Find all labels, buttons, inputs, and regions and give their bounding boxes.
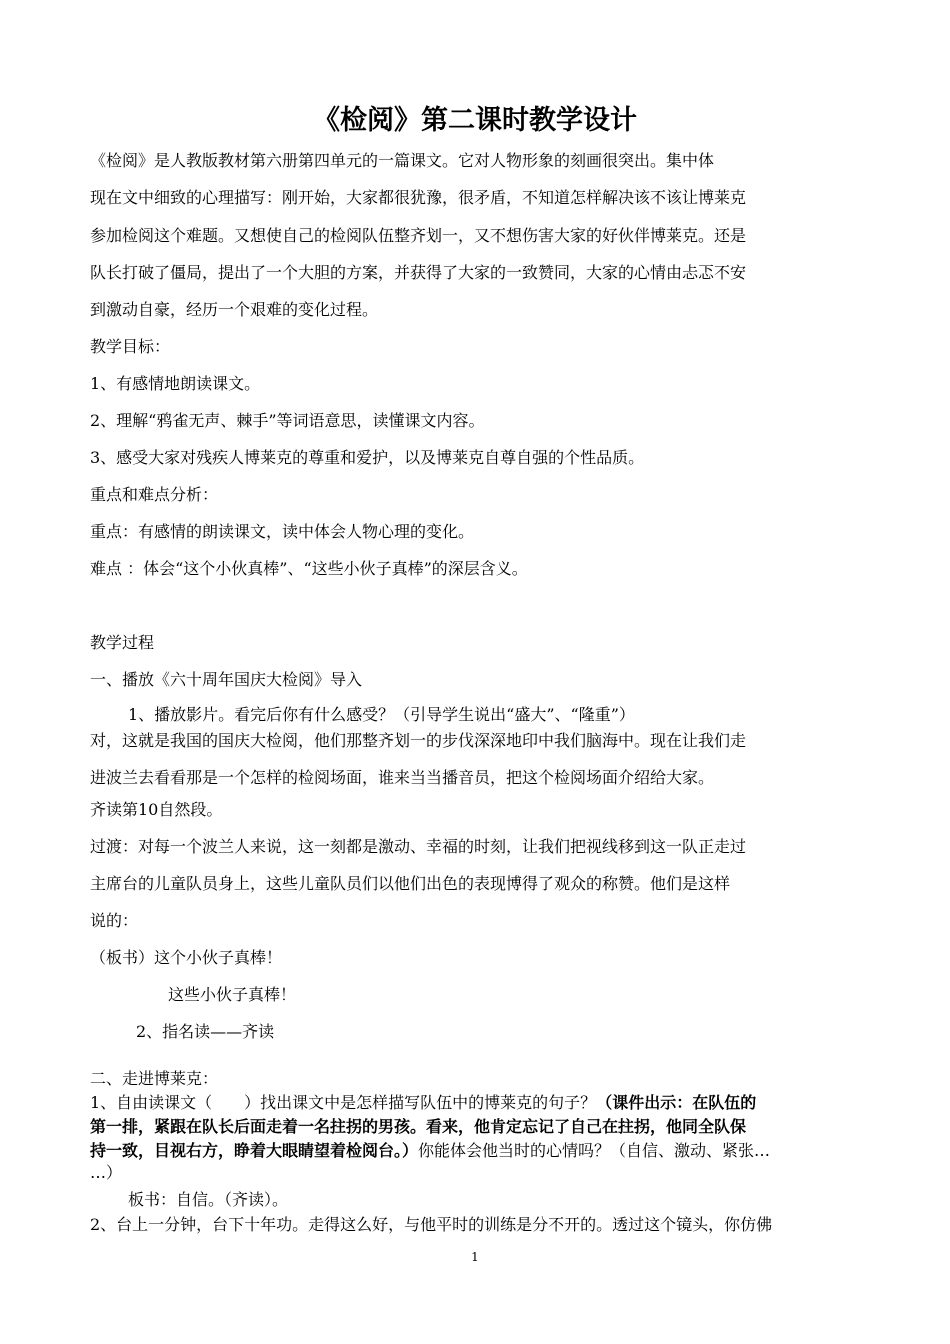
section-1-read: 齐读第10自然段。	[90, 800, 223, 819]
transition-line: 主席台的儿童队员身上，这些儿童队员们以他们出色的表现博得了观众的称赞。他们是这样	[90, 874, 731, 893]
intro-line: 参加检阅这个难题。又想使自己的检阅队伍整齐划一，又不想伤害大家的好伙伴博莱克。还是	[90, 226, 747, 245]
section-2-heading: 二、走进博莱克：	[90, 1069, 219, 1088]
section-2-item-1-text: 1、自由读课文（ ）找出课文中是怎样描写队伍中的博莱克的句子？	[90, 1093, 597, 1112]
board-line-1: （板书）这个小伙子真棒！	[90, 948, 283, 967]
section-2-item-2: 2、台上一分钟，台下十年功。走得这么好，与他平时的训练是分不开的。透过这个镜头，你仿佛	[90, 1215, 773, 1234]
intro-line: 现在文中细致的心理描写：刚开始，大家都很犹豫，很矛盾，不知道怎样解决该不该让博莱克	[90, 188, 747, 207]
courseware-quote: （课件出示：在队伍的	[596, 1093, 757, 1112]
courseware-quote-end: 持一致，目视右方，睁着大眼睛望着检阅台。）	[90, 1141, 419, 1160]
section-1-item-2: 2、指名读——齐读	[136, 1022, 275, 1041]
goal-item: 3、感受大家对残疾人博莱克的尊重和爱护，以及博莱克自尊自强的个性品质。	[90, 448, 645, 467]
section-1-heading: 一、播放《六十周年国庆大检阅》导入	[90, 670, 363, 689]
transition-line: 过渡：对每一个波兰人来说，这一刻都是激动、幸福的时刻，让我们把视线移到这一队正走过	[90, 837, 747, 856]
section-1-paragraph: 对，这就是我国的国庆大检阅，他们那整齐划一的步伐深深地印中我们脑海中。现在让我们走	[90, 731, 747, 750]
process-heading: 教学过程	[90, 633, 155, 652]
section-1-item-1: 1、播放影片。看完后你有什么感受？（引导学生说出“盛大”、“隆重”）	[128, 705, 635, 724]
page-number: 1	[471, 1250, 479, 1264]
section-2-item-1-cont	[90, 1141, 770, 1161]
key-point: 重点：有感情的朗读课文，读中体会人物心理的变化。	[90, 522, 475, 541]
goal-item: 1、有感情地朗读课文。	[90, 374, 261, 393]
courseware-quote-line: 第一排，紧跟在队长后面走着一名拄拐的男孩。看来，他肯定忘记了自己在拄拐，他同全队保	[90, 1117, 747, 1136]
intro-line: 队长打破了僵局，提出了一个大胆的方案，并获得了大家的一致赞同，大家的心情由忐忑不安	[90, 263, 747, 282]
section-2-item-1	[90, 1093, 756, 1113]
intro-line: 《检阅》是人教版教材第六册第四单元的一篇课文。它对人物形象的刻画很突出。集中体	[90, 151, 715, 170]
section-1-paragraph: 进波兰去看看那是一个怎样的检阅场面，谁来当当播音员，把这个检阅场面介绍给大家。	[90, 768, 715, 787]
transition-line: 说的：	[90, 911, 139, 930]
section-2-item-1-question: 你能体会他当时的心情吗？（自信、激动、紧张…	[418, 1141, 771, 1160]
difficult-point: 难点 ：体会“这个小伙真棒”、“这些小伙子真棒”的深层含义。	[90, 559, 528, 578]
section-2-board: 板书：自信。（齐读）。	[128, 1190, 289, 1209]
goal-item: 2、理解“鸦雀无声、棘手”等词语意思，读懂课文内容。	[90, 411, 485, 430]
board-line-2: 这些小伙子真棒！	[168, 985, 297, 1004]
section-2-item-1-end: …）	[90, 1163, 123, 1182]
goals-heading: 教学目标：	[90, 337, 171, 356]
key-heading: 重点和难点分析：	[90, 485, 219, 504]
intro-line: 到激动自豪，经历一个艰难的变化过程。	[90, 300, 379, 319]
page-title: 《检阅》第二课时教学设计	[313, 105, 637, 136]
